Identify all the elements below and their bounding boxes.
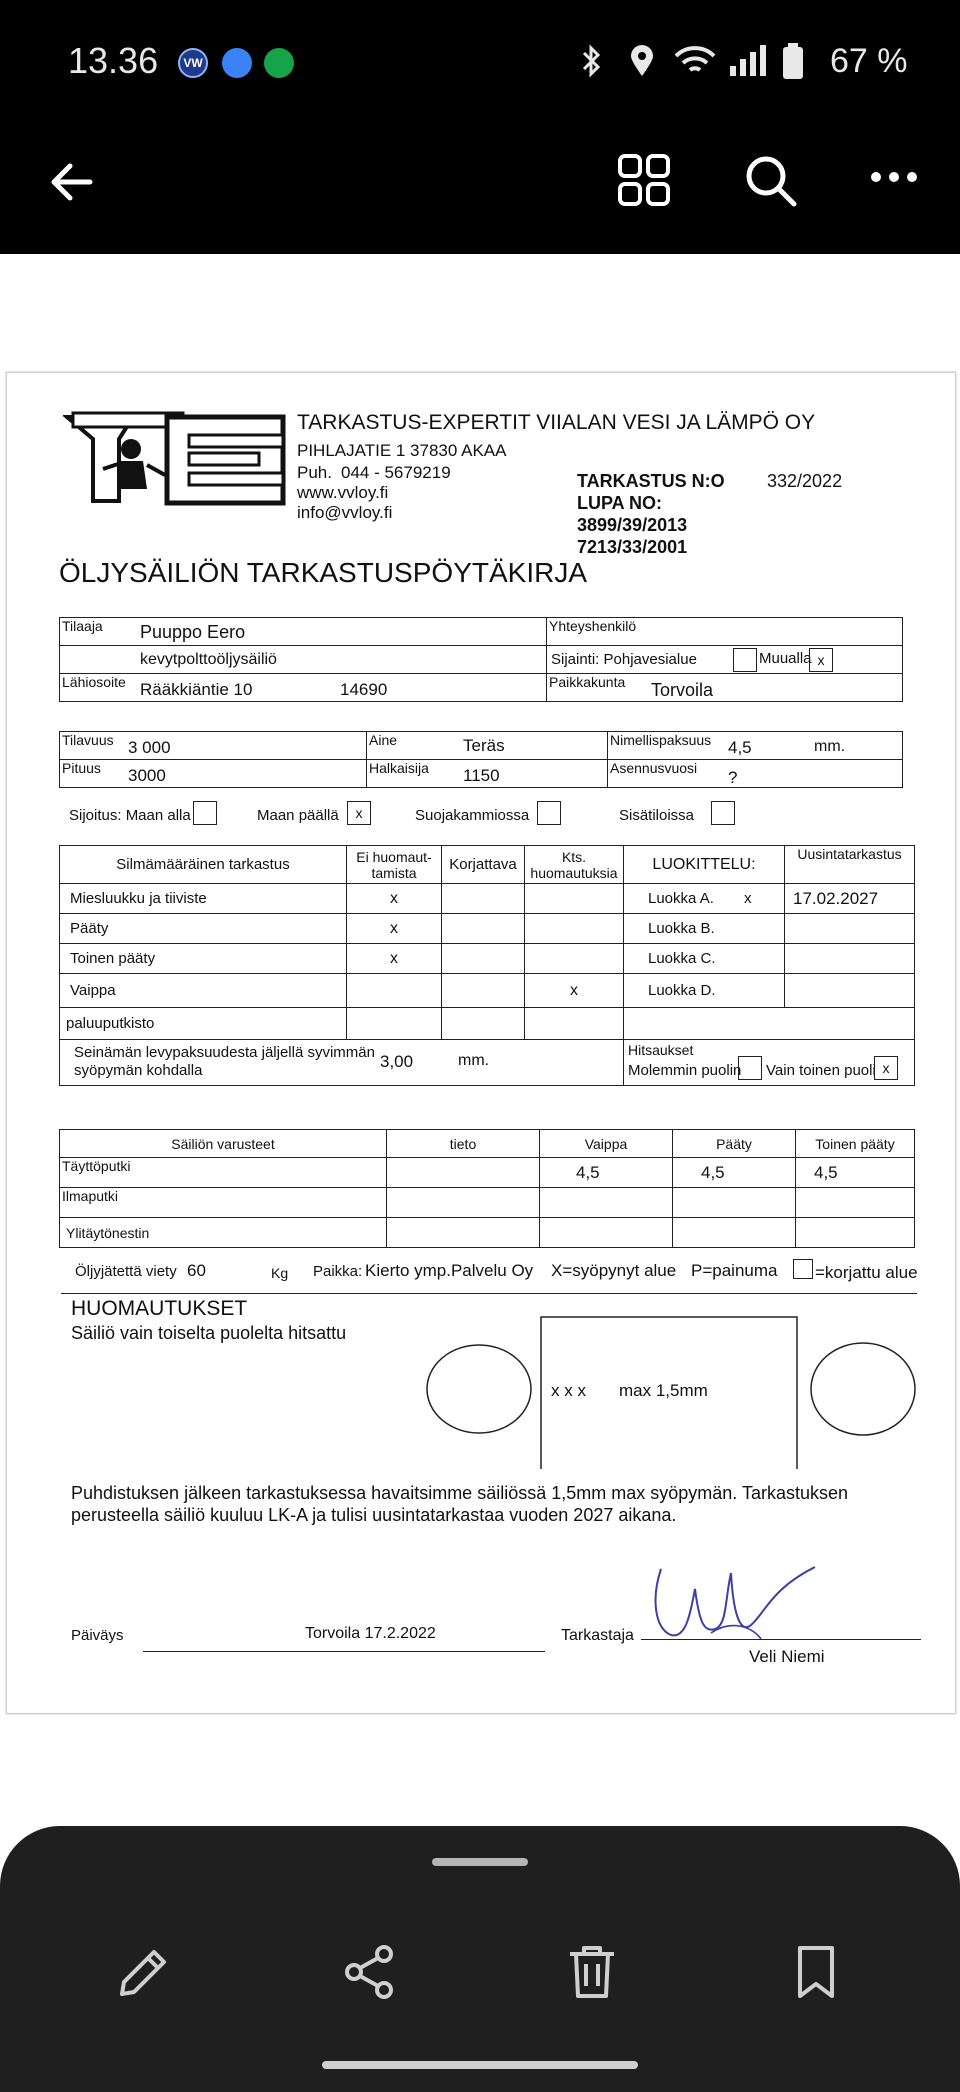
- bookmark-icon[interactable]: [786, 1942, 846, 2002]
- tank-material: Teräs: [463, 736, 505, 755]
- remaining-label-1: Seinämän levypaksuudesta jäljellä syvimmän: [74, 1044, 375, 1061]
- table-row: [60, 1158, 915, 1188]
- groundwater-checkbox: [733, 648, 757, 672]
- inspector-name: Veli Niemi: [749, 1647, 825, 1666]
- remarks-text-2: perusteella säiliö kuuluu LK-A ja tulisi uusintatarkastaa vuoden 2027 aikana.: [71, 1505, 677, 1525]
- equipment-table: [59, 1129, 915, 1248]
- chamber-checkbox: [537, 801, 561, 825]
- client-table: [59, 617, 903, 702]
- col-reinspection: Uusintatarkastus: [797, 846, 902, 862]
- placement-label: Sijoitus: Maan alla: [69, 807, 191, 824]
- equipment-item: Ilmaputki: [62, 1188, 119, 1204]
- legend-repaired: =korjattu alue: [815, 1263, 918, 1282]
- signing-date: Torvoila 17.2.2022: [305, 1625, 436, 1642]
- equipment-item: Täyttöputki: [62, 1158, 131, 1174]
- signature-image: [641, 1549, 841, 1649]
- elsewhere-checkbox: x: [809, 648, 833, 672]
- row-item: Pääty: [70, 920, 109, 937]
- client-city: Torvoila: [651, 680, 714, 700]
- legend-corroded: X=syöpynyt alue: [551, 1261, 677, 1280]
- elsewhere-label: Muualla: [759, 650, 812, 667]
- diameter-label: Halkaisija: [369, 760, 429, 776]
- above-ground-label: Maan päällä: [257, 807, 339, 824]
- divider: [61, 1293, 917, 1294]
- search-icon[interactable]: [742, 152, 798, 208]
- date-label: Päiväys: [71, 1627, 124, 1644]
- corrosion-note: max 1,5mm: [619, 1381, 708, 1400]
- oil-waste-label: Öljyjätettä viety: [75, 1263, 177, 1280]
- row-ok-mark: x: [390, 919, 398, 937]
- above-ground-checkbox: x: [347, 801, 371, 825]
- permit-label: LUPA NO:: [577, 493, 662, 513]
- tank-volume: 3 000: [128, 738, 171, 757]
- wifi-icon: [674, 44, 716, 78]
- status-bar: [0, 0, 960, 126]
- company-email: info@vvloy.fi: [297, 503, 393, 522]
- nominal-thickness: 4,5: [728, 738, 752, 757]
- legend-dent: P=painuma: [691, 1261, 778, 1280]
- tank-type: kevytpolttoöljysäiliö: [140, 651, 277, 668]
- legend-repaired-box: [793, 1259, 813, 1279]
- row-ok-mark: x: [390, 889, 398, 907]
- status-time: 13.36: [68, 40, 159, 81]
- signal-icon: [728, 44, 768, 78]
- row-item: paluuputkisto: [66, 1015, 155, 1032]
- material-label: Aine: [369, 732, 398, 748]
- table-row: [60, 944, 915, 974]
- document-page: [6, 372, 956, 1714]
- more-icon[interactable]: [870, 170, 918, 184]
- col-repair: Korjattava: [449, 856, 517, 873]
- permit-number-2: 7213/33/2001: [577, 537, 688, 557]
- one-side-label: Vain toinen puoli: [766, 1062, 876, 1079]
- underground-checkbox: [193, 801, 217, 825]
- class-label: Luokka C.: [648, 950, 716, 967]
- remarks-line: Säiliö vain toiselta puolelta hitsattu: [71, 1323, 347, 1343]
- welds-label: Hitsaukset: [628, 1042, 694, 1058]
- remaining-label-2: syöpymän kohdalla: [74, 1062, 203, 1079]
- edit-icon[interactable]: [114, 1942, 174, 2002]
- col-no-remarks: Ei huomaut- tamista: [356, 848, 432, 881]
- phone-label: Puh.: [297, 463, 332, 482]
- delete-icon[interactable]: [562, 1942, 622, 2002]
- permit-number-1: 3899/39/2013: [577, 515, 688, 535]
- table-row: [60, 884, 915, 914]
- back-arrow-icon[interactable]: [46, 156, 98, 208]
- battery-icon: [782, 42, 804, 80]
- client-address: Rääkkiäntie 10: [140, 680, 253, 699]
- gesture-navigation-bar[interactable]: [322, 2061, 638, 2069]
- row-see-mark: x: [570, 981, 578, 999]
- company-logo: [63, 409, 291, 509]
- install-year: ?: [728, 768, 738, 787]
- length-label: Pituus: [62, 760, 101, 776]
- col-info: tieto: [449, 1135, 477, 1152]
- company-name: TARKASTUS-EXPERTIT VIIALAN VESI JA LÄMPÖ OY: [297, 411, 816, 434]
- contact-label: Yhteyshenkilö: [549, 618, 637, 634]
- address-label: Lähiosoite: [62, 674, 126, 690]
- remarks-title: HUOMAUTUKSET: [71, 1297, 248, 1320]
- end-value: 4,5: [701, 1162, 725, 1182]
- company-phone: 044 - 5679219: [341, 463, 451, 482]
- indoors-checkbox: [711, 801, 735, 825]
- table-row: [60, 1188, 915, 1218]
- class-label: Luokka B.: [648, 920, 715, 937]
- battery-percent: 67 %: [830, 42, 908, 80]
- col-other-end: Toinen pääty: [815, 1135, 895, 1152]
- date-line: [143, 1651, 545, 1652]
- car-icon: [264, 48, 294, 78]
- inspection-no-label: TARKASTUS N:O: [577, 471, 725, 491]
- row-ok-mark: x: [390, 949, 398, 967]
- year-label: Asennusvuosi: [610, 760, 698, 776]
- drag-handle[interactable]: [432, 1858, 528, 1866]
- company-address: PIHLAJATIE 1 37830 AKAA: [297, 441, 507, 460]
- share-icon[interactable]: [340, 1942, 400, 2002]
- remaining-unit: mm.: [458, 1052, 490, 1069]
- class-label: Luokka A.: [648, 890, 714, 907]
- location-label: Sijainti: Pohjavesialue: [551, 651, 697, 668]
- reinspection-date: 17.02.2027: [793, 888, 879, 908]
- table-row: [60, 974, 915, 1008]
- row-item: Miesluukku ja tiiviste: [70, 890, 207, 907]
- client-label: Tilaaja: [62, 618, 103, 634]
- oil-waste-unit: Kg: [271, 1265, 289, 1281]
- visual-inspection-table: [59, 845, 915, 1086]
- inspector-label: Tarkastaja: [561, 1627, 634, 1644]
- shell-value: 4,5: [576, 1162, 600, 1182]
- inspection-no: 332/2022: [767, 471, 843, 491]
- indoors-label: Sisätiloissa: [619, 807, 695, 824]
- col-end: Pääty: [716, 1135, 752, 1152]
- city-label: Paikkakunta: [549, 674, 626, 690]
- company-web: www.vvloy.fi: [297, 483, 389, 502]
- row-item: Vaippa: [70, 982, 116, 999]
- corrosion-marks: x x x: [551, 1381, 586, 1400]
- col-classification: LUOKITTELU:: [652, 855, 756, 873]
- top-app-bar: [0, 126, 960, 254]
- equipment-item: Ylitäytönestin: [66, 1224, 150, 1241]
- document-title: ÖLJYSÄILIÖN TARKASTUSPÖYTÄKIRJA: [59, 557, 587, 588]
- table-row: [60, 1008, 915, 1040]
- col-inspection: Silmämääräinen tarkastus: [116, 856, 290, 873]
- nominal-unit: mm.: [814, 738, 846, 755]
- grid-view-icon[interactable]: [616, 152, 672, 208]
- table-row: [60, 1218, 915, 1248]
- oil-place: Kierto ymp.Palvelu Oy: [365, 1261, 534, 1280]
- tank-table: [59, 731, 903, 788]
- col-see-remarks: Kts. huomautuksia: [530, 848, 618, 881]
- client-name: Puuppo Eero: [140, 622, 246, 642]
- remarks-text-1: Puhdistuksen jälkeen tarkastuksessa havaitsimme säiliössä 1,5mm max syöpymän. Tarkastuksen: [71, 1483, 849, 1503]
- volume-label: Tilavuus: [62, 732, 114, 748]
- class-label: Luokka D.: [648, 982, 716, 999]
- location-icon: [628, 44, 656, 78]
- weather-icon: [222, 48, 252, 78]
- oil-waste-amount: 60: [187, 1261, 206, 1280]
- vw-icon: VW: [178, 48, 208, 78]
- both-sides-checkbox: [738, 1056, 762, 1080]
- table-row: [60, 914, 915, 944]
- other-end-value: 4,5: [814, 1162, 838, 1182]
- row-item: Toinen pääty: [70, 950, 156, 967]
- nominal-label: Nimellispaksuus: [610, 732, 712, 748]
- remaining-thickness: 3,00: [380, 1052, 414, 1071]
- tank-length: 3000: [128, 766, 166, 785]
- oil-place-label: Paikka:: [313, 1263, 363, 1280]
- chamber-label: Suojakammiossa: [415, 807, 530, 824]
- one-side-checkbox: x: [874, 1056, 898, 1080]
- client-postcode: 14690: [340, 680, 388, 699]
- bluetooth-icon: [580, 44, 604, 78]
- both-sides-label: Molemmin puolin: [628, 1062, 742, 1079]
- col-equipment: Säiliön varusteet: [171, 1135, 275, 1152]
- tank-diameter: 1150: [463, 766, 500, 785]
- class-mark: x: [744, 890, 752, 907]
- col-shell: Vaippa: [584, 1135, 628, 1152]
